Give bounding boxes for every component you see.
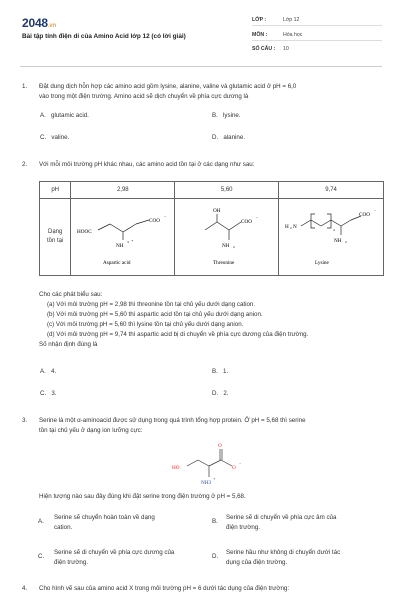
- svg-text:NH: NH: [221, 243, 230, 249]
- svg-text:NH3: NH3: [201, 480, 212, 486]
- svg-text:N: N: [293, 224, 297, 230]
- table-header-ph: pH: [40, 182, 71, 199]
- q2-statement-c: (c) Với môi trường pH = 5,60 thì lysine tồn tại chủ yếu dưới dạng anion.: [47, 321, 244, 328]
- q3-question: Hiện tượng nào sau đây đúng khi đặt serine trong điện trường ở pH = 5,68.: [39, 493, 246, 500]
- svg-text:HO: HO: [172, 465, 180, 471]
- svg-text:COO: COO: [359, 212, 371, 218]
- svg-text:NH: NH: [115, 243, 124, 249]
- table-header-ph1: 2,98: [71, 182, 175, 199]
- svg-text:−: −: [163, 214, 167, 219]
- header-divider: [20, 66, 382, 67]
- svg-text:HOOC: HOOC: [76, 229, 92, 235]
- q2-option-d[interactable]: D. 2.: [212, 390, 229, 397]
- table-row-label: Dạng tồn tại: [40, 199, 71, 276]
- svg-text:COO: COO: [148, 218, 160, 224]
- q2-option-c[interactable]: C. 3.: [40, 390, 57, 397]
- svg-text:2: 2: [345, 240, 347, 244]
- q2-statement-a: (a) Với môi trường pH = 2,98 thì threonine tồn tại chủ yếu dưới dạng cation.: [47, 301, 256, 308]
- svg-text:O: O: [218, 443, 222, 449]
- svg-text:3: 3: [126, 240, 129, 244]
- svg-text:−: −: [374, 208, 377, 213]
- q3-stem-line1: Serine là một α-aminoacid được sử dụng trong quá trình tổng hợp protein. Ở pH = 5,68 thì serine: [39, 417, 306, 424]
- svg-text:2: 2: [290, 226, 292, 230]
- svg-text:−: −: [239, 461, 242, 466]
- q3-stem-line2: tồn tại chủ yếu ở dạng ion lưỡng cực:: [39, 427, 143, 434]
- svg-text:NH: NH: [334, 238, 342, 244]
- svg-text:4: 4: [333, 228, 335, 232]
- q1-option-a[interactable]: A. glutamic acid.: [40, 112, 89, 119]
- page-title: Bài tập tính điện di của Amino Acid lớp 12 (có lời giải): [22, 33, 186, 40]
- table-header-ph3: 9,74: [279, 182, 384, 199]
- svg-text:+: +: [130, 238, 134, 243]
- site-logo[interactable]: 2048.vn: [22, 16, 56, 30]
- threonine-structure: [175, 199, 279, 276]
- svg-text:OH: OH: [212, 208, 221, 214]
- svg-text:Threonine: Threonine: [212, 260, 235, 266]
- aspartic-acid-structure: [71, 199, 175, 276]
- page-header: 2048.vn Bài tập tính điện di của Amino Acid lớp 12 (có lời giải) LỚP : Lớp 12 MÔN : Hóa học SỐ CÂU : 10: [0, 0, 400, 62]
- svg-text:COO: COO: [240, 219, 252, 225]
- svg-text:−: −: [255, 215, 258, 220]
- svg-text:Lysine: Lysine: [315, 260, 329, 266]
- table-header-ph2: 5,60: [175, 182, 279, 199]
- q2-intro: Với mỗi môi trường pH khác nhau, các amino acid tồn tại ở các dạng như sau:: [39, 161, 255, 168]
- q1-stem-line2: vào trong một điện trường. Amino acid sẽ dịch chuyển về phía cực dương là: [39, 93, 249, 100]
- lysine-structure: [279, 199, 384, 276]
- q2-statement-d: (d) Với môi trường pH = 9,74 thì aspartic acid bị di chuyển về phía cực dương của điện trường.: [47, 331, 309, 338]
- svg-text:O: O: [232, 465, 236, 471]
- svg-text:+: +: [213, 476, 216, 481]
- q2-question: Số nhận định đúng là: [39, 341, 98, 348]
- q1-stem-line1: Đặt dung dịch hỗn hợp các amino acid gồm lysine, alanine, valine và glutamic acid ở pH = 6,0: [39, 83, 297, 90]
- svg-text:Aspartic acid: Aspartic acid: [102, 260, 131, 266]
- q2-prompt: Cho các phát biểu sau:: [39, 291, 103, 298]
- q1-option-b[interactable]: B. lysine.: [212, 112, 241, 119]
- q4-stem-line1: Cho hình vẽ sau của amino acid X trong môi trường pH = 6 dưới tác dụng của điện trường:: [39, 585, 290, 592]
- serine-structure: [165, 440, 255, 492]
- q2-option-b[interactable]: B. 1.: [212, 368, 229, 375]
- q1-option-c[interactable]: C. valine.: [40, 134, 70, 141]
- q2-option-a[interactable]: A. 4.: [40, 368, 57, 375]
- svg-text:H: H: [285, 224, 289, 230]
- svg-text:2: 2: [232, 245, 235, 249]
- ph-forms-table: [39, 181, 384, 276]
- q1-option-d[interactable]: D. alanine.: [212, 134, 246, 141]
- q2-statement-b: (b) Với môi trường pH = 5,60 thì aspartic acid tồn tại chủ yếu dưới dạng anion.: [47, 311, 263, 318]
